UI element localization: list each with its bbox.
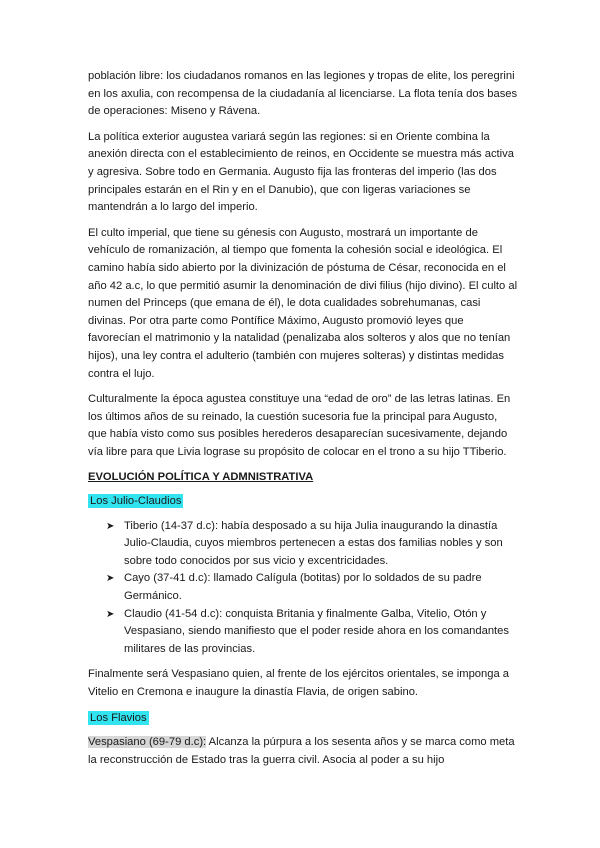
highlight-julio-claudios: Los Julio-Claudios (90, 495, 182, 508)
document-body (88, 68, 518, 777)
paragraph-foreign-policy: La política exterior augustea variará según las regiones: si en Oriente combina la anexión directa con el establecimiento de reinos, en Occidente se muestra más activa y agresiva. Sobre todo en Germania. Augusto fija las fronteras del imperio (las dos principales estarán en el Rin y en el Danubio), que con ligeras variaciones se mantendrán a lo largo del imperio. (88, 130, 514, 214)
julio-claudios-list (88, 518, 518, 659)
paragraph-imperial-cult: El culto imperial, que tiene su génesis con Augusto, mostrará un importante de vehículo de romanización, al tiempo que fomenta la cohesión social e ideológica. El camino había sido abierto por la divinización de póstuma de César, reconocida en el año 42 a.c, lo que permitió asumir la denominación de divi filius (hijo divino). El culto al numen del Princeps (que emana de él), le dota cualidades sobrehumanas, casi divinas. Por otra parte como Pontífice Máximo, Augusto promovió leyes que favorecían el matrimonio y la natalidad (penalizaba alos solteros y alos que no tenían hijos), una ley contra el adulterio (también con mujeres solteras) y distintas medidas contra el lujo. (88, 226, 518, 380)
highlight-flavios: Los Flavios (90, 711, 147, 724)
vespasiano-text: Alcanza la púrpura a los sesenta años y se marca como meta la reconstrucción de Estado tras la guerra civil. Asocia al poder a su hijo (88, 736, 515, 766)
list-item (106, 606, 518, 659)
subheading-flavios (88, 710, 518, 728)
list-item-text: Claudio (41-54 d.c): conquista Britania y finalmente Galba, Vitelio, Otón y Vespasiano, siendo manifiesto que el poder reside ahora en los comandantes militares de las provincias. (124, 607, 509, 655)
arrow-bullet-icon: ➤ (106, 608, 115, 620)
arrow-bullet-icon: ➤ (106, 520, 115, 532)
list-item-text: Cayo (37-41 d.c): llamado Calígula (botitas) por lo soldados de su padre Germánico. (124, 572, 482, 603)
list-item-text: Tiberio (14-37 d.c): había desposado a su hija Julia inaugurando la dinastía Julio-Claudia, cuyos miembros pertenecen a estas dos familias nobles y son sobre todo conocidos por sus vicio y excentricidades. (124, 519, 503, 567)
section-heading: EVOLUCIÓN POLÍTICA Y ADMNISTRATIVA (88, 471, 314, 484)
list-item (106, 518, 518, 571)
paragraph-culture: Culturalmente la época agustea constituye una “edad de oro” de las letras latinas. En los últimos años de su reinado, la cuestión sucesoria fue la principal para Augusto, que había visto como sus posibles herederos desaparecían sucesivamente, dejando vía libre para que Livia lograse su propósito de colocar en el trono a su hijo TTiberio. (88, 393, 511, 458)
list-item (106, 570, 518, 605)
paragraph-vespasiano (88, 734, 518, 769)
highlight-vespasiano: Vespasiano (69-79 d.c): (88, 736, 207, 749)
subheading-julio-claudios (88, 493, 518, 511)
paragraph-vespasiano-rise: Finalmente será Vespasiano quien, al frente de los ejércitos orientales, se imponga a Vitelio en Cremona e inaugure la dinastía Flavia, de origen sabino. (88, 668, 510, 698)
paragraph-army: población libre: los ciudadanos romanos en las legiones y tropas de elite, los peregrini en los axulia, con recompensa de la ciudadanía al licenciarse. La flota tenía dos bases de operaciones: Miseno y Rávena. (88, 70, 518, 118)
arrow-bullet-icon: ➤ (106, 573, 115, 585)
